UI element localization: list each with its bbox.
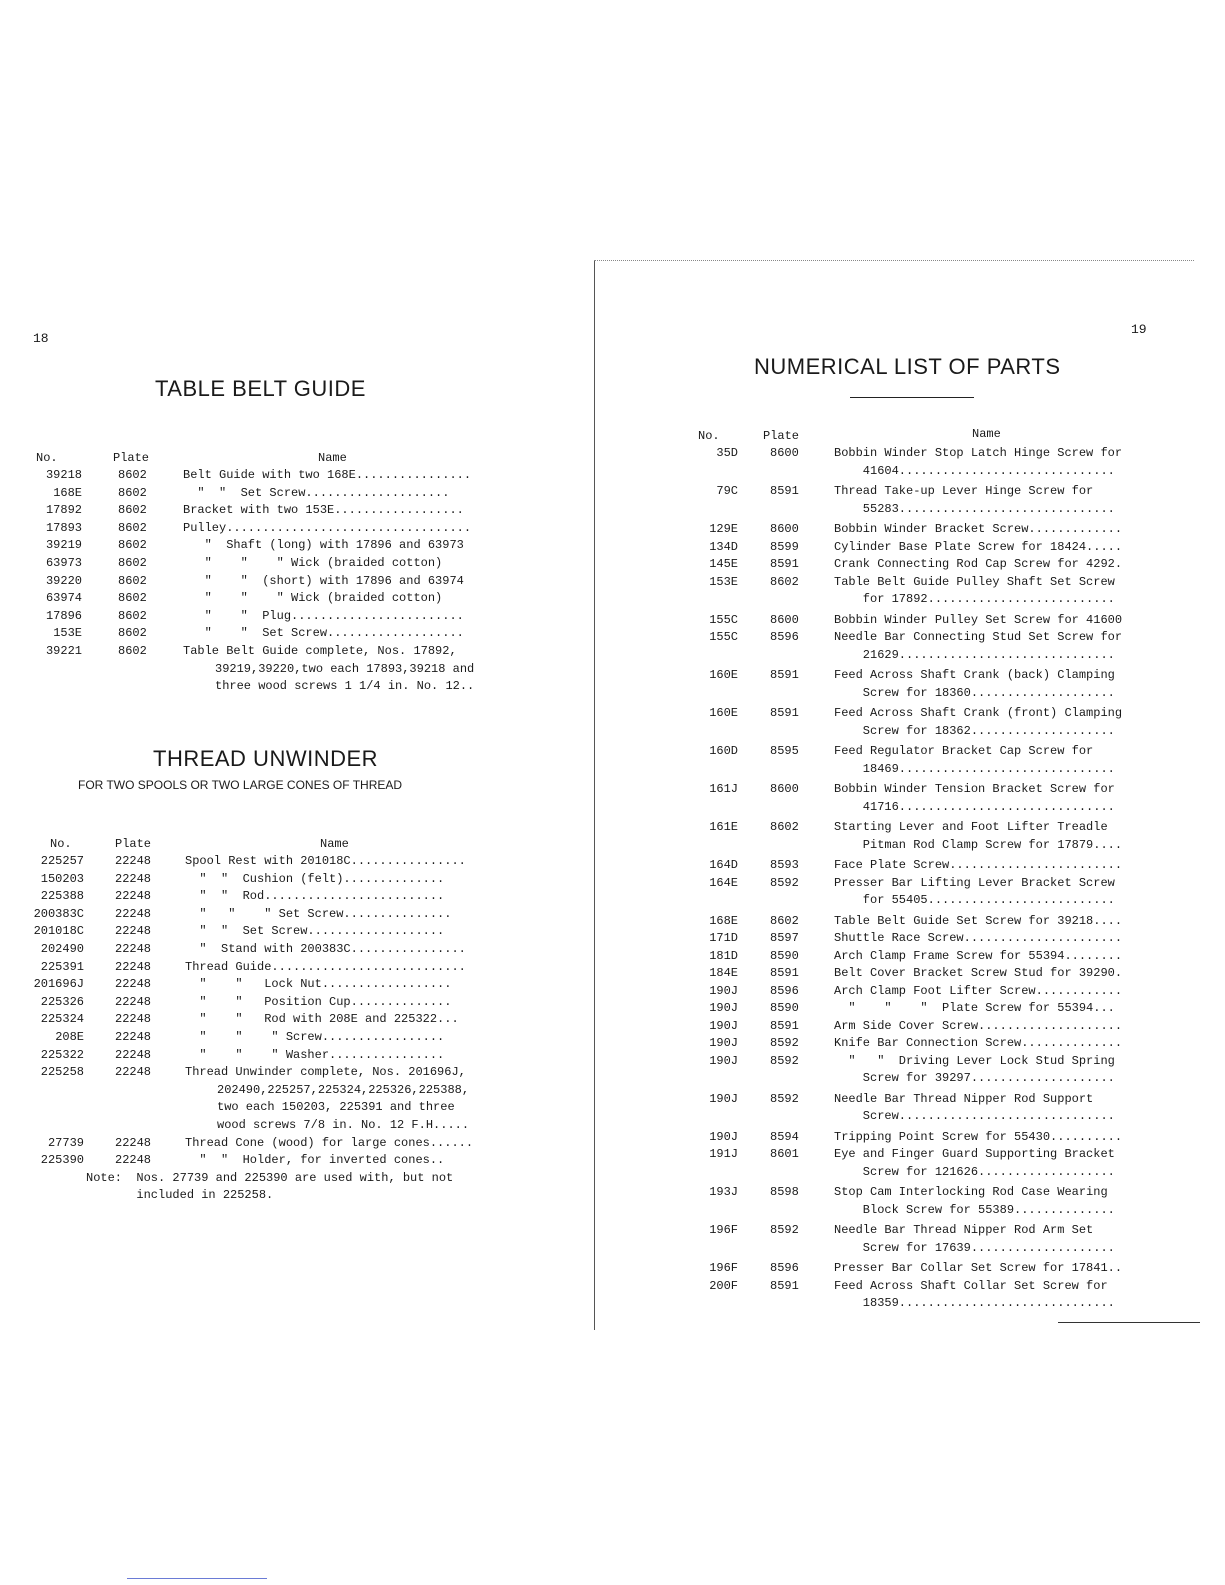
plate-number: 22248	[115, 1065, 152, 1080]
part-number: 225391	[40, 959, 84, 974]
part-name: Screw..............................	[834, 1109, 1115, 1123]
plate-number: 22248	[115, 959, 152, 974]
part-name: Face Plate Screw........................	[834, 858, 1123, 872]
table-row	[0, 643, 590, 660]
part-name: " Shaft (long) with 17896 and 63973	[183, 538, 464, 553]
plate-number: 8596	[770, 1261, 799, 1275]
plate-number: 8602	[118, 644, 147, 658]
table-row	[0, 923, 590, 940]
table-row	[0, 485, 590, 502]
plate-number: 8592	[770, 1036, 799, 1050]
part-number: 190J	[709, 1053, 738, 1068]
col-header-name: Name	[972, 427, 1001, 441]
plate-number: 8596	[770, 983, 799, 998]
left-page	[0, 0, 590, 1585]
plate-number: 8599	[770, 539, 799, 554]
part-name: 41716..............................	[834, 799, 1115, 814]
part-name: Bobbin Winder Bracket Screw.............	[834, 522, 1123, 536]
plate-number: 22248	[115, 871, 152, 886]
part-number: 153E	[53, 626, 82, 641]
plate-number: 8591	[770, 557, 799, 571]
plate-number: 8590	[770, 1001, 799, 1015]
part-name: 41604..............................	[834, 463, 1115, 478]
table-row	[0, 941, 590, 958]
part-name: Screw for 39297....................	[834, 1071, 1115, 1085]
part-name: " " " Set Screw...............	[185, 906, 452, 921]
part-name: " " " Wick (braided cotton)	[183, 591, 443, 606]
plate-number: 8602	[118, 503, 147, 518]
note-line-2: included in 225258.	[86, 1188, 274, 1202]
page-title-numerical-list: NUMERICAL LIST OF PARTS	[754, 354, 1061, 379]
part-name: " " Set Screw....................	[183, 485, 450, 500]
plate-number: 22248	[115, 889, 152, 904]
plate-number: 22248	[115, 1030, 152, 1044]
table-row	[0, 1047, 590, 1064]
plate-number: 8597	[770, 931, 799, 945]
plate-number: 8592	[770, 1223, 799, 1237]
col-header-no: No.	[36, 451, 58, 465]
plate-number: 8594	[770, 1129, 799, 1144]
note-line-1: Note: Nos. 27739 and 225390 are used with, but not	[86, 1171, 454, 1185]
plate-number: 8602	[118, 573, 147, 588]
plate-number: 8602	[770, 574, 799, 589]
part-number: 190J	[709, 1129, 738, 1144]
part-name: " " Lock Nut..................	[185, 977, 452, 992]
plate-number: 8601	[770, 1147, 799, 1161]
part-number: 63974	[45, 591, 82, 606]
plate-number: 8600	[770, 522, 799, 536]
table-row	[0, 573, 590, 590]
part-number: 201696J	[33, 977, 84, 992]
plate-number: 22248	[115, 906, 152, 921]
plate-number: 22248	[115, 1135, 152, 1150]
part-name: Screw for 121626...................	[834, 1164, 1115, 1179]
part-name: Table Belt Guide Pulley Shaft Set Screw	[834, 574, 1115, 589]
page-number-right: 19	[1131, 322, 1147, 337]
table-row	[0, 871, 590, 888]
part-name: " " Cushion (felt)..............	[185, 871, 445, 886]
part-number: 161J	[709, 782, 738, 796]
part-number: 202490	[40, 942, 84, 956]
part-number: 39221	[45, 644, 82, 658]
table-row	[0, 502, 590, 519]
part-name: Tripping Point Screw for 55430..........	[834, 1129, 1123, 1144]
plate-number: 22248	[115, 1153, 152, 1168]
part-name: Arm Side Cover Screw....................	[834, 1018, 1123, 1033]
part-name: Knife Bar Connection Screw..............	[834, 1036, 1123, 1050]
part-number: 191J	[709, 1147, 738, 1161]
part-name: " " " Plate Screw for 55394...	[834, 1001, 1115, 1015]
table-row	[0, 625, 590, 642]
plate-number: 22248	[115, 924, 152, 939]
part-name: Needle Bar Thread Nipper Rod Support	[834, 1091, 1094, 1106]
part-name: " " " Washer................	[185, 1047, 445, 1062]
plate-number: 22248	[115, 942, 152, 956]
plate-number: 8596	[770, 630, 799, 644]
part-number: 171D	[709, 931, 738, 945]
plate-number: 8600	[770, 612, 799, 627]
part-name-continuation: wood screws 7/8 in. No. 12 F.H.....	[217, 1118, 470, 1132]
col-header-plate: Plate	[763, 429, 800, 443]
part-number: 145E	[709, 557, 738, 571]
table-row	[0, 994, 590, 1011]
part-name: for 55405..........................	[834, 893, 1115, 907]
table-row	[0, 537, 590, 554]
part-number: 200F	[709, 1278, 738, 1293]
part-number: 190J	[709, 983, 738, 998]
part-name: Stop Cam Interlocking Rod Case Wearing	[834, 1185, 1108, 1199]
part-number: 225388	[40, 889, 84, 904]
table-row	[0, 1011, 590, 1028]
part-name: " " Plug........................	[183, 608, 464, 623]
part-number: 17896	[45, 608, 82, 623]
part-number: 164D	[709, 858, 738, 872]
plate-number: 8602	[118, 608, 147, 623]
plate-number: 8595	[770, 744, 799, 758]
part-name: Pitman Rod Clamp Screw for 17879....	[834, 837, 1123, 852]
part-name: Spool Rest with 201018C................	[185, 854, 466, 868]
plate-number: 8591	[770, 484, 799, 498]
part-name: Belt Cover Bracket Screw Stud for 39290.	[834, 966, 1123, 980]
part-number: 63973	[45, 556, 82, 570]
plate-number: 8602	[118, 538, 147, 553]
part-name: Needle Bar Thread Nipper Rod Arm Set	[834, 1223, 1094, 1237]
part-number: 168E	[53, 485, 82, 500]
part-number: 79C	[716, 484, 738, 498]
section-subtitle-thread-unwinder: FOR TWO SPOOLS OR TWO LARGE CONES OF THREAD	[78, 778, 403, 792]
plate-number: 8592	[770, 1091, 799, 1106]
table-row	[0, 608, 590, 625]
plate-number: 8592	[770, 875, 799, 890]
part-name: Screw for 18360....................	[834, 685, 1115, 700]
plate-number: 8602	[118, 591, 147, 606]
table-row	[0, 1135, 590, 1152]
part-name: Screw for 18362....................	[834, 723, 1115, 738]
part-number: 201018C	[33, 924, 84, 939]
col-header-plate: Plate	[113, 451, 150, 465]
part-name: Table Belt Guide complete, Nos. 17892,	[183, 644, 457, 658]
part-number: 39219	[45, 538, 82, 553]
plate-number: 8593	[770, 858, 799, 872]
part-number: 17893	[45, 520, 82, 535]
plate-number: 8591	[770, 668, 799, 682]
part-name: Table Belt Guide Set Screw for 39218....	[834, 913, 1123, 928]
plate-number: 8602	[118, 556, 147, 570]
plate-number: 8602	[118, 468, 147, 482]
plate-number: 8591	[770, 1018, 799, 1033]
part-name: " " Rod.........................	[185, 889, 445, 904]
plate-number: 8602	[770, 913, 799, 928]
part-number: 225258	[40, 1065, 84, 1080]
part-number: 39218	[45, 468, 82, 482]
part-number: 153E	[709, 574, 738, 589]
part-number: 129E	[709, 522, 738, 536]
part-name: Cylinder Base Plate Screw for 18424.....	[834, 539, 1123, 554]
part-name: Block Screw for 55389..............	[834, 1202, 1115, 1217]
part-number: 155C	[709, 612, 738, 627]
right-page	[596, 0, 1225, 1585]
part-number: 181D	[709, 948, 738, 963]
plate-number: 22248	[115, 1012, 152, 1027]
plate-number: 8591	[770, 966, 799, 980]
col-header-no: No.	[698, 429, 720, 443]
page-number-left: 18	[33, 331, 49, 346]
part-number: 225326	[40, 994, 84, 1009]
part-name: Starting Lever and Foot Lifter Treadle	[834, 820, 1108, 834]
col-header-plate: Plate	[115, 837, 152, 851]
part-number: 160E	[709, 706, 738, 720]
part-name: Thread Cone (wood) for large cones......	[185, 1135, 474, 1150]
section-title-thread-unwinder: THREAD UNWINDER	[153, 746, 379, 771]
part-name: Bobbin Winder Pulley Set Screw for 41600	[834, 612, 1123, 627]
part-name: Feed Across Shaft Crank (front) Clamping	[834, 706, 1123, 720]
plate-number: 8591	[770, 706, 799, 720]
plate-number: 8590	[770, 948, 799, 963]
part-name: for 17892..........................	[834, 592, 1115, 606]
part-number: 39220	[45, 573, 82, 588]
part-number: 225322	[40, 1047, 84, 1062]
section-title-table-belt-guide: TABLE BELT GUIDE	[155, 376, 366, 401]
part-name: 18469..............................	[834, 761, 1115, 776]
part-number: 190J	[709, 1091, 738, 1106]
part-name-continuation: two each 150203, 225391 and three	[217, 1100, 455, 1115]
part-name: 18359..............................	[834, 1296, 1115, 1310]
table-row	[0, 888, 590, 905]
part-name: " " (short) with 17896 and 63974	[183, 573, 464, 588]
part-name: " " Driving Lever Lock Stud Spring	[834, 1053, 1115, 1068]
table-row	[0, 1064, 590, 1081]
part-name: Thread Guide...........................	[185, 959, 466, 974]
plate-number: 8602	[118, 520, 147, 535]
part-number: 160D	[709, 744, 738, 758]
part-number: 200383C	[33, 906, 84, 921]
plate-number: 8598	[770, 1185, 799, 1199]
part-number: 225257	[40, 854, 84, 868]
part-name: 21629..............................	[834, 647, 1115, 662]
part-number: 190J	[709, 1001, 738, 1015]
part-name: Presser Bar Lifting Lever Bracket Screw	[834, 875, 1115, 890]
part-number: 27739	[47, 1135, 84, 1150]
part-number: 196F	[709, 1223, 738, 1237]
table-row	[0, 976, 590, 993]
part-number: 225390	[40, 1153, 84, 1168]
col-header-no: No.	[50, 837, 72, 851]
part-name: 55283..............................	[834, 501, 1115, 516]
part-name: " " Set Screw...................	[185, 924, 445, 939]
table-row	[0, 467, 590, 484]
table-row	[0, 555, 590, 572]
part-name: Bracket with two 153E..................	[183, 503, 464, 518]
part-number: 225324	[40, 1012, 84, 1027]
part-number: 190J	[709, 1036, 738, 1050]
plate-number: 22248	[115, 994, 152, 1009]
part-name-continuation: three wood screws 1 1/4 in. No. 12..	[215, 679, 475, 694]
part-number: 35D	[716, 446, 738, 460]
part-number: 208E	[55, 1030, 84, 1044]
part-name: Arch Clamp Foot Lifter Screw............	[834, 983, 1123, 998]
col-header-name: Name	[318, 451, 347, 465]
part-number: 184E	[709, 966, 738, 980]
part-name: Bobbin Winder Tension Bracket Screw for	[834, 782, 1115, 796]
part-name: Thread Take-up Lever Hinge Screw for	[834, 484, 1094, 498]
part-name: " " " Screw.................	[185, 1030, 445, 1044]
part-name: " " Holder, for inverted cones..	[185, 1153, 445, 1168]
part-number: 17892	[45, 503, 82, 518]
part-number: 134D	[709, 539, 738, 554]
part-name-continuation: 202490,225257,225324,225326,225388,	[217, 1082, 470, 1097]
part-name: " " Rod with 208E and 225322...	[185, 1012, 459, 1027]
table-row	[0, 520, 590, 537]
part-name-continuation: 39219,39220,two each 17893,39218 and	[215, 661, 475, 676]
table-row	[0, 959, 590, 976]
page-corner-line	[1058, 1322, 1200, 1323]
part-name: Presser Bar Collar Set Screw for 17841..	[834, 1261, 1123, 1275]
plate-number: 22248	[115, 977, 152, 992]
plate-number: 8600	[770, 446, 799, 460]
part-name: Feed Across Shaft Crank (back) Clamping	[834, 668, 1115, 682]
page-gutter-divider	[594, 260, 595, 1330]
part-number: 196F	[709, 1261, 738, 1275]
part-name: " " Set Screw...................	[183, 626, 464, 641]
part-number: 164E	[709, 875, 738, 890]
part-name: Bobbin Winder Stop Latch Hinge Screw for	[834, 446, 1123, 460]
part-name: " Stand with 200383C................	[185, 942, 466, 956]
part-name: Belt Guide with two 168E................	[183, 468, 472, 482]
plate-number: 8592	[770, 1053, 799, 1068]
part-name: Needle Bar Connecting Stud Set Screw for	[834, 630, 1123, 644]
part-name: " " Position Cup..............	[185, 994, 452, 1009]
plate-number: 8591	[770, 1278, 799, 1293]
part-name: Screw for 17639....................	[834, 1240, 1115, 1255]
table-row	[0, 590, 590, 607]
plate-number: 22248	[115, 854, 152, 868]
table-row	[0, 906, 590, 923]
bottom-edge-mark	[127, 1578, 267, 1579]
title-underline	[850, 397, 974, 398]
part-name: Thread Unwinder complete, Nos. 201696J,	[185, 1065, 466, 1080]
part-name: " " " Wick (braided cotton)	[183, 556, 443, 570]
part-number: 190J	[709, 1018, 738, 1033]
part-name: Shuttle Race Screw......................	[834, 931, 1123, 945]
part-name: Arch Clamp Frame Screw for 55394........	[834, 948, 1123, 963]
part-name: Feed Regulator Bracket Cap Screw for	[834, 744, 1094, 758]
plate-number: 8600	[770, 782, 799, 796]
part-name: Crank Connecting Rod Cap Screw for 4292.	[834, 557, 1123, 571]
part-number: 160E	[709, 668, 738, 682]
part-number: 150203	[40, 871, 84, 886]
plate-number: 8602	[118, 485, 147, 500]
part-number: 168E	[709, 913, 738, 928]
part-name: Eye and Finger Guard Supporting Bracket	[834, 1147, 1115, 1161]
plate-number: 8602	[770, 820, 799, 834]
part-name: Feed Across Shaft Collar Set Screw for	[834, 1278, 1108, 1293]
table-row	[0, 1152, 590, 1169]
part-number: 161E	[709, 820, 738, 834]
table-row	[0, 1029, 590, 1046]
part-number: 193J	[709, 1185, 738, 1199]
plate-number: 8602	[118, 626, 147, 641]
part-number: 155C	[709, 630, 738, 644]
col-header-name: Name	[320, 837, 349, 851]
table-row	[0, 853, 590, 870]
part-name: Pulley..................................	[183, 520, 472, 535]
plate-number: 22248	[115, 1047, 152, 1062]
